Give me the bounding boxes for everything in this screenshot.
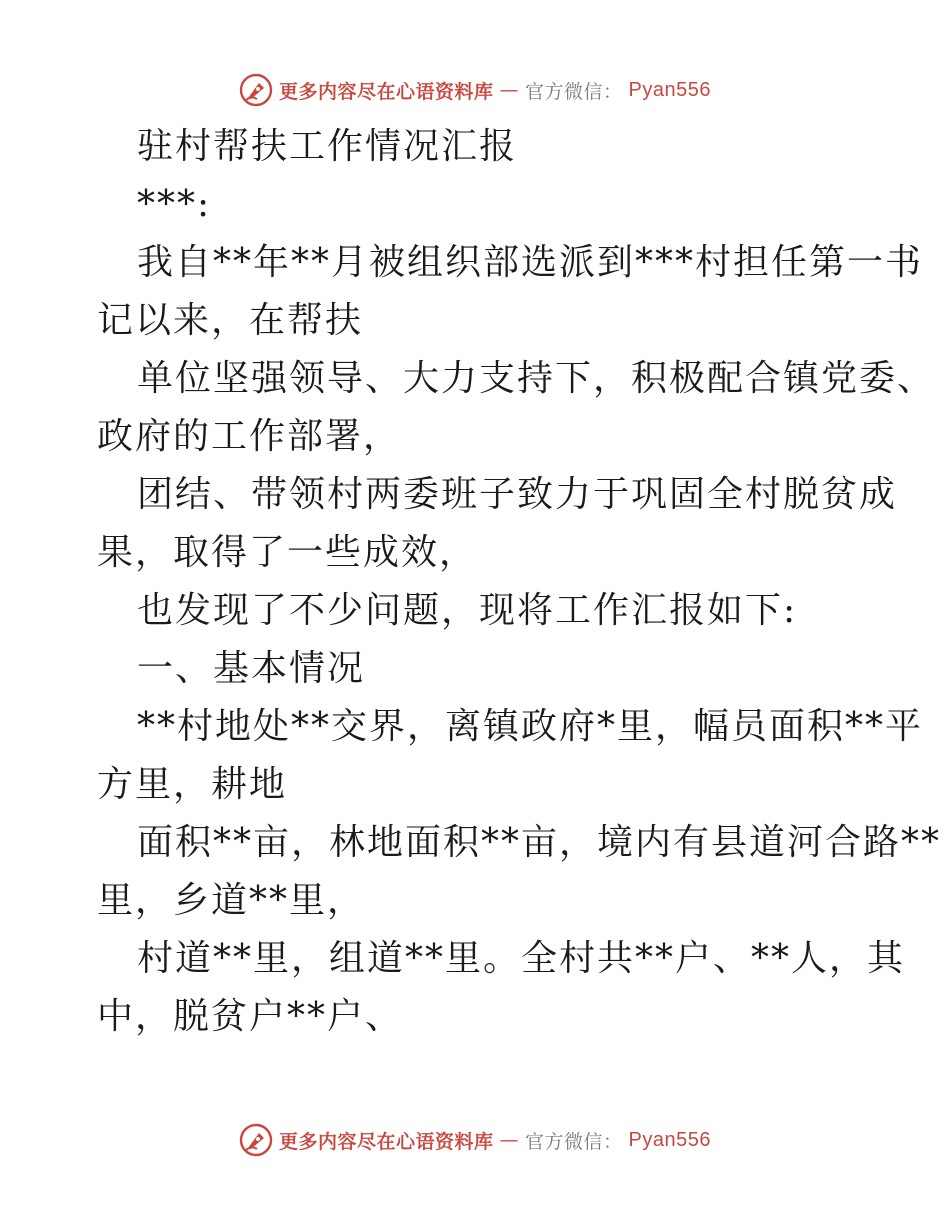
document-title: 驻村帮扶工作情况汇报 xyxy=(137,126,518,167)
header-watermark-banner xyxy=(0,70,950,110)
paragraph-line: 村道**里，组道**里。全村共**户、**人，其 xyxy=(137,938,906,979)
paragraph-line: 我自**年**月被组织部选派到***村担任第一书 xyxy=(137,242,924,283)
wechat-id: Pyan556 xyxy=(628,1128,711,1151)
wechat-id: Pyan556 xyxy=(628,78,711,101)
wechat-label: 官方微信： xyxy=(525,1130,623,1153)
salutation: ***: xyxy=(137,184,212,225)
paragraph-line: 果，取得了一些成效， xyxy=(97,532,478,573)
paragraph-line: 中，脱贫户**户、 xyxy=(97,996,404,1037)
section-heading: 一、基本情况 xyxy=(137,648,366,689)
pen-nib-icon xyxy=(239,73,273,107)
site-name-text: 更多内容尽在心语资料库 xyxy=(279,1130,494,1153)
paragraph-line: 里，乡道**里， xyxy=(97,880,366,921)
footer-watermark-banner xyxy=(0,1120,950,1160)
banner-dash: — xyxy=(499,79,520,101)
wechat-label: 官方微信： xyxy=(525,80,623,103)
document-body xyxy=(97,118,942,1046)
paragraph-line: 方里，耕地 xyxy=(97,764,288,805)
banner-dash: — xyxy=(499,1129,520,1151)
paragraph-line: 也发现了不少问题，现将工作汇报如下: xyxy=(137,590,798,631)
paragraph-line: 记以来，在帮扶 xyxy=(97,300,364,341)
paragraph-line: **村地处**交界，离镇政府*里，幅员面积**平 xyxy=(137,706,924,747)
paragraph-line: 面积**亩，林地面积**亩，境内有县道河合路** xyxy=(137,822,942,863)
paragraph-line: 团结、带领村两委班子致力于巩固全村脱贫成 xyxy=(137,474,898,515)
paragraph-line: 政府的工作部署， xyxy=(97,416,402,457)
paragraph-line: 单位坚强领导、大力支持下，积极配合镇党委、 xyxy=(137,358,936,399)
site-name-text: 更多内容尽在心语资料库 xyxy=(279,80,494,103)
pen-nib-icon xyxy=(239,1123,273,1157)
